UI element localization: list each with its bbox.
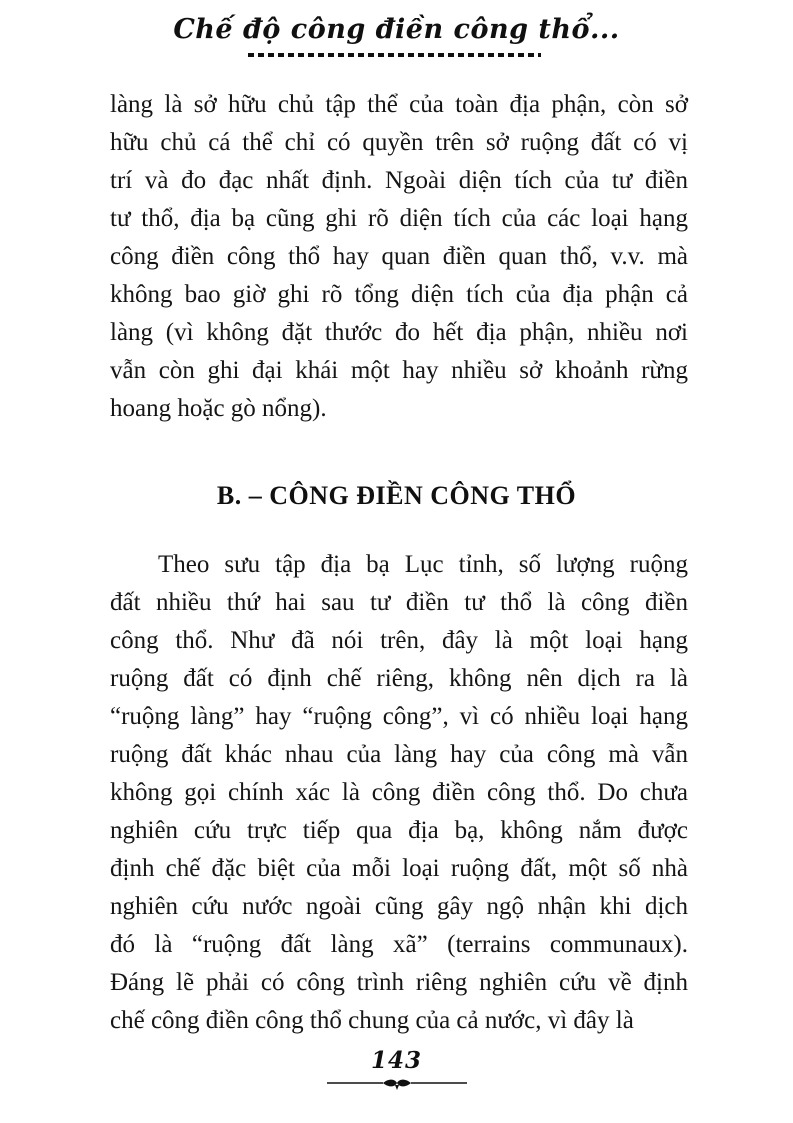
running-header: Chế độ công điền công thổ... xyxy=(173,14,620,45)
text-line: trí và đo đạc nhất định. Ngoài diện tích của tư điền xyxy=(110,167,688,194)
text-line: nghiên cứu nước ngoài cũng gây ngộ nhận khi dịch xyxy=(110,893,688,920)
text-line: chế công điền công thổ chung của cả nước, vì đây là xyxy=(110,1007,634,1034)
paragraph-1 xyxy=(110,86,688,428)
text-line: công thổ. Như đã nói trên, đây là một loại hạng xyxy=(110,627,688,654)
page-footer xyxy=(0,1048,793,1092)
text-line: công điền công thổ hay quan điền quan thổ, v.v. mà xyxy=(110,243,688,270)
text-line: không gọi chính xác là công điền công thổ. Do chưa xyxy=(110,779,688,806)
section-heading: B. – CÔNG ĐIỀN CÔNG THỔ xyxy=(216,481,577,510)
text-line: “ruộng làng” hay “ruộng công”, vì có nhiều loại hạng xyxy=(110,703,688,730)
page-number: 143 xyxy=(370,1047,422,1074)
text-line: không bao giờ ghi rõ tổng diện tích của địa phận cả xyxy=(110,281,688,308)
text-line: ruộng đất khác nhau của làng hay của công mà vẫn xyxy=(110,741,688,768)
footer-ornament-icon xyxy=(327,1076,467,1092)
text-line: đó là “ruộng đất làng xã” (terrains communaux). xyxy=(110,931,688,958)
text-line: Theo sưu tập địa bạ Lục tỉnh, số lượng ruộng xyxy=(158,551,688,578)
text-line: Đáng lẽ phải có công trình riêng nghiên cứu về định xyxy=(110,969,688,996)
text-line: vẫn còn ghi đại khái một hay nhiều sở khoảnh rừng xyxy=(110,357,688,384)
text-line: định chế đặc biệt của mỗi loại ruộng đất, một số nhà xyxy=(110,855,688,882)
text-line: hữu chủ cá thể chỉ có quyền trên sở ruộng đất có vị xyxy=(110,129,688,156)
text-line: ruộng đất có định chế riêng, không nên dịch ra là xyxy=(110,665,688,692)
paragraph-2 xyxy=(110,546,688,1040)
text-line: làng (vì không đặt thước đo hết địa phận, nhiều nơi xyxy=(110,319,688,346)
text-line: làng là sở hữu chủ tập thể của toàn địa phận, còn sở xyxy=(110,91,688,118)
text-line: hoang hoặc gò nổng). xyxy=(110,395,327,422)
text-line: nghiên cứu trực tiếp qua địa bạ, không nắm được xyxy=(110,817,688,844)
header-dashed-rule xyxy=(248,53,541,57)
text-line: đất nhiều thứ hai sau tư điền tư thổ là công điền xyxy=(110,589,688,616)
text-line: tư thổ, địa bạ cũng ghi rõ diện tích của các loại hạng xyxy=(110,205,688,232)
